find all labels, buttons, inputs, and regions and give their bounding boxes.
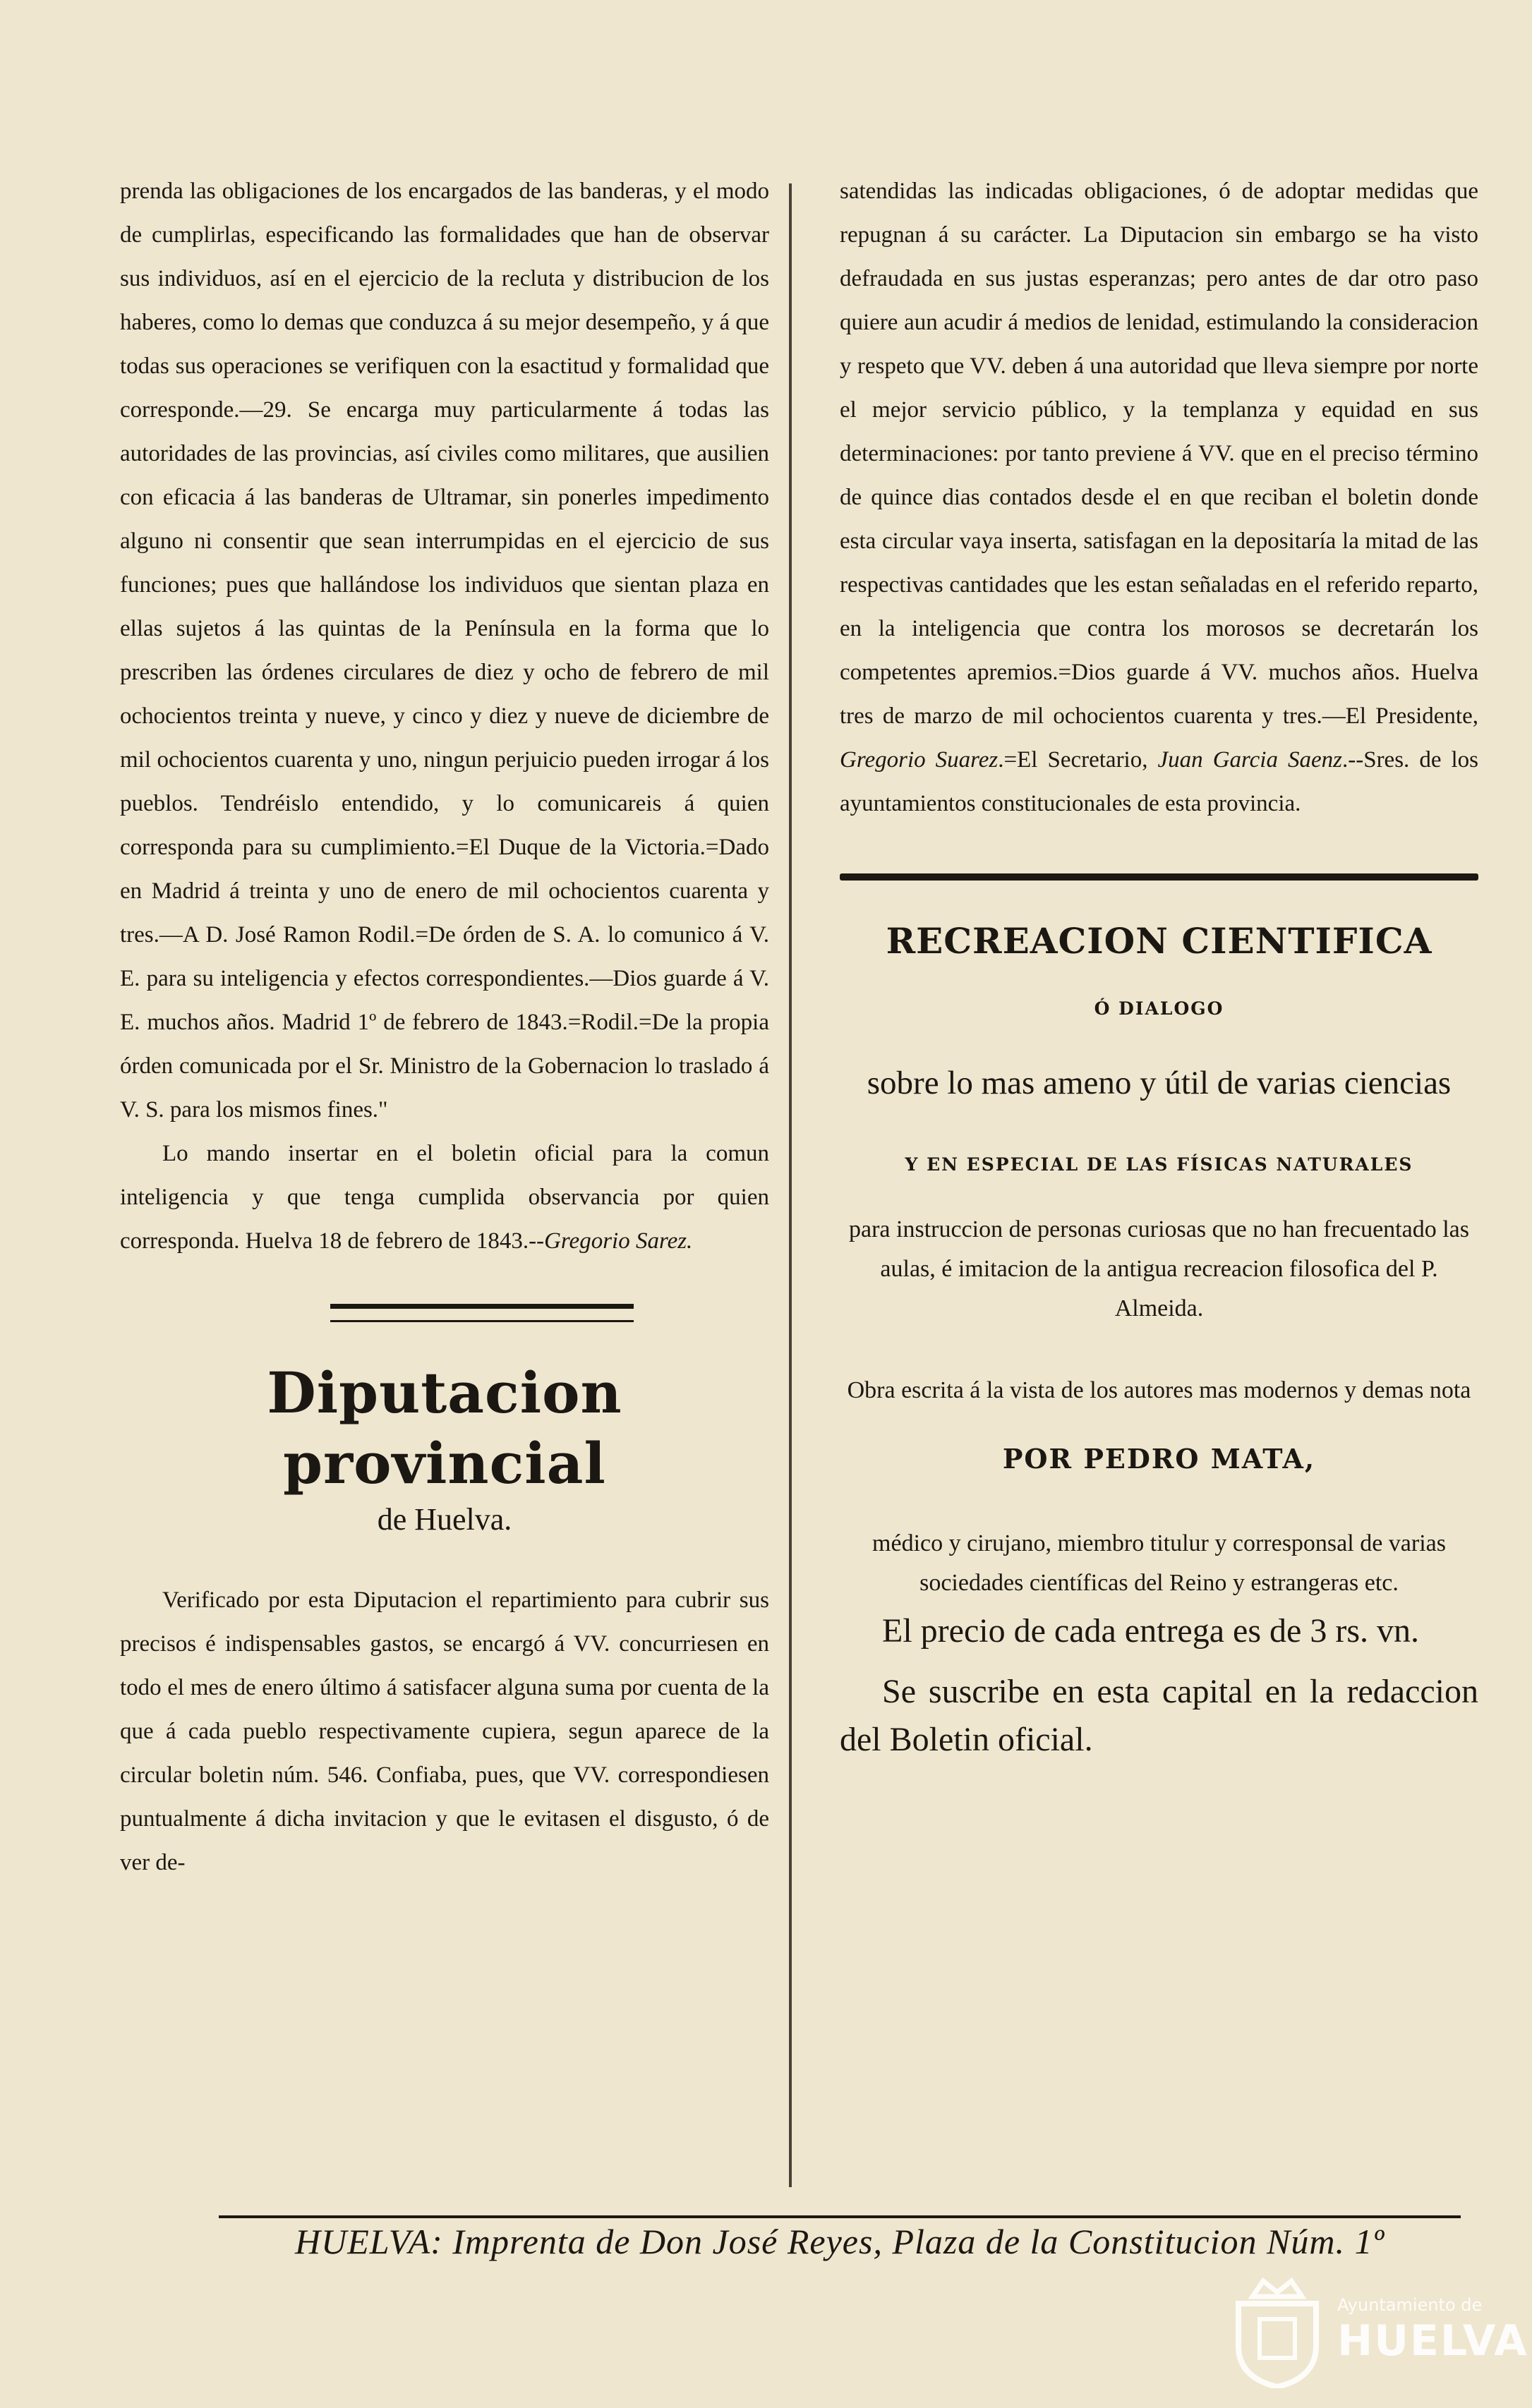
coat-of-arms-icon	[1224, 2275, 1330, 2388]
printer-imprint: HUELVA: Imprenta de Don José Reyes, Plaza de la Constitucion Núm. 1º	[295, 2222, 1385, 2261]
advertisement-title: RECREACION CIENTIFICA	[886, 920, 1433, 962]
diputacion-circular-paragraph: Verificado por esta Diputacion el repartimiento para cubrir sus precisos é indispensables gastos, se encargó á VV. concurriesen en todo el mes de enero último á satisfacer alguna suma por cuenta de la que á cada pueblo respectivamente cupiera, segun aparece de la circular boletin núm. 546. Confiaba, pues, que VV. correspondiesen puntualmente á dicha invitacion y que le evitasen el disgusto, ó de ver de-	[120, 1587, 769, 1875]
footer-rule	[219, 2215, 1461, 2218]
ayuntamiento-watermark	[1224, 2275, 1528, 2388]
advertisement-audience: para instruccion de personas curiosas que no han frecuentado las aulas, é imitacion de la antigua recreacion filosofica del P. Almeida.	[849, 1216, 1469, 1321]
advertisement-specialty: Y EN ESPECIAL DE LAS FÍSICAS NATURALES	[905, 1154, 1413, 1175]
insertion-order-paragraph	[120, 1132, 769, 1263]
secretary-name: Juan Garcia Saenz	[1157, 747, 1342, 773]
watermark-big-text: HUELVA	[1337, 2316, 1528, 2366]
advertisement-divider-rule	[840, 873, 1478, 881]
circular-text-b: .=El Secretario,	[998, 747, 1158, 773]
advertisement-o-dialogo: Ó DIALOGO	[1094, 998, 1224, 1019]
insertion-order-signature: Gregorio Sarez.	[544, 1228, 693, 1254]
section-title: Diputacion provincial	[267, 1360, 622, 1496]
advertisement-work-note: Obra escrita á la vista de los autores mas modernos y demas nota	[847, 1377, 1471, 1403]
advertisement-author-credentials: médico y cirujano, miembro titulur y corresponsal de varias sociedades científicas del Reino y estrangeras etc.	[872, 1530, 1446, 1596]
section-divider-rule	[330, 1304, 634, 1322]
advertisement-price: El precio de cada entrega es de 3 rs. vn.	[882, 1612, 1419, 1650]
watermark-small-text: Ayuntamiento de	[1337, 2295, 1483, 2315]
section-subtitle: de Huelva.	[377, 1502, 512, 1537]
decree-continuation-paragraph: prenda las obligaciones de los encargados de las banderas, y el modo de cumplirlas, especificando las formalidades que han de observar sus individuos, así en el ejercicio de la recluta y distribucion de los haberes, como lo demas que conduzca á su mejor desempeño, y á que todas sus operaciones se verifiquen con la esactitud y formalidad que corresponde.—29. Se encarga muy particularmente á todas las autoridades de las provincias, así civiles como militares, que ausilien con eficacia á las banderas de Ultramar, sin ponerles impedimento alguno ni consentir que sean interrumpidas en el ejercicio de sus funciones; pues que hallándose los individuos que sientan plaza en ellas sujetos á las quintas de la Península en la forma que lo prescriben las órdenes circulares de diez y ocho de febrero de mil ochocientos treinta y nueve, y cinco y diez y nueve de diciembre de mil ochocientos cuarenta y uno, ningun perjuicio pueden irrogar á los pueblos. Tendréislo entendido, y lo comunicareis á quien corresponda para su cumplimiento.=El Duque de la Victoria.=Dado en Madrid á treinta y uno de enero de mil ochocientos cuarenta y tres.—A D. José Ramon Rodil.=De órden de S. A. lo comunico á V. E. para su inteligencia y efectos correspondientes.—Dios guarde á V. E. muchos años. Madrid 1º de febrero de 1843.=Rodil.=De la propia órden comunicada por el Sr. Ministro de la Gobernacion lo traslado á V. S. para los mismos fines."	[120, 179, 770, 1123]
president-name: Gregorio Suarez	[840, 747, 999, 773]
advertisement-subject: sobre lo mas ameno y útil de varias ciencias	[867, 1065, 1452, 1101]
insertion-order-text: Lo mando insertar en el boletin oficial para la comun inteligencia y que tenga cumplida observancia por quien corresponda. Huelva 18 de febrero de 1843.--	[120, 1141, 769, 1254]
right-column	[840, 169, 1478, 1764]
advertisement-author: POR PEDRO MATA,	[1002, 1443, 1316, 1475]
advertisement-subscription: Se suscribe en esta capital en la redaccion del Boletin oficial.	[840, 1673, 1478, 1758]
column-divider	[789, 183, 792, 2187]
left-column	[120, 169, 769, 1884]
circular-text-a: satendidas las indicadas obligaciones, ó de adoptar medidas que repugnan á su carácter. La Diputacion sin embargo se ha visto defraudada en sus justas esperanzas; pero antes de dar otro paso quiere aun acudir á medios de lenidad, estimulando la consideracion y respeto que VV. deben á una autoridad que lleva siempre por norte el mejor servicio público, y la templanza y equidad en sus determinaciones: por tanto previene á VV. que en el preciso término de quince dias contados desde el en que reciban el boletin donde esta circular vaya inserta, satisfagan en la depositaría la mitad de las respectivas cantidades que les estan señaladas en el referido reparto, en la inteligencia que contra los morosos se decretarán los competentes apremios.=Dios guarde á VV. muchos años. Huelva tres de marzo de mil ochocientos cuarenta y tres.—El Presidente,	[840, 179, 1478, 729]
circular-continuation-paragraph	[840, 169, 1478, 825]
circular-text-c: .--Sres. de los ayuntamientos constitucionales de esta provincia.	[840, 747, 1479, 816]
